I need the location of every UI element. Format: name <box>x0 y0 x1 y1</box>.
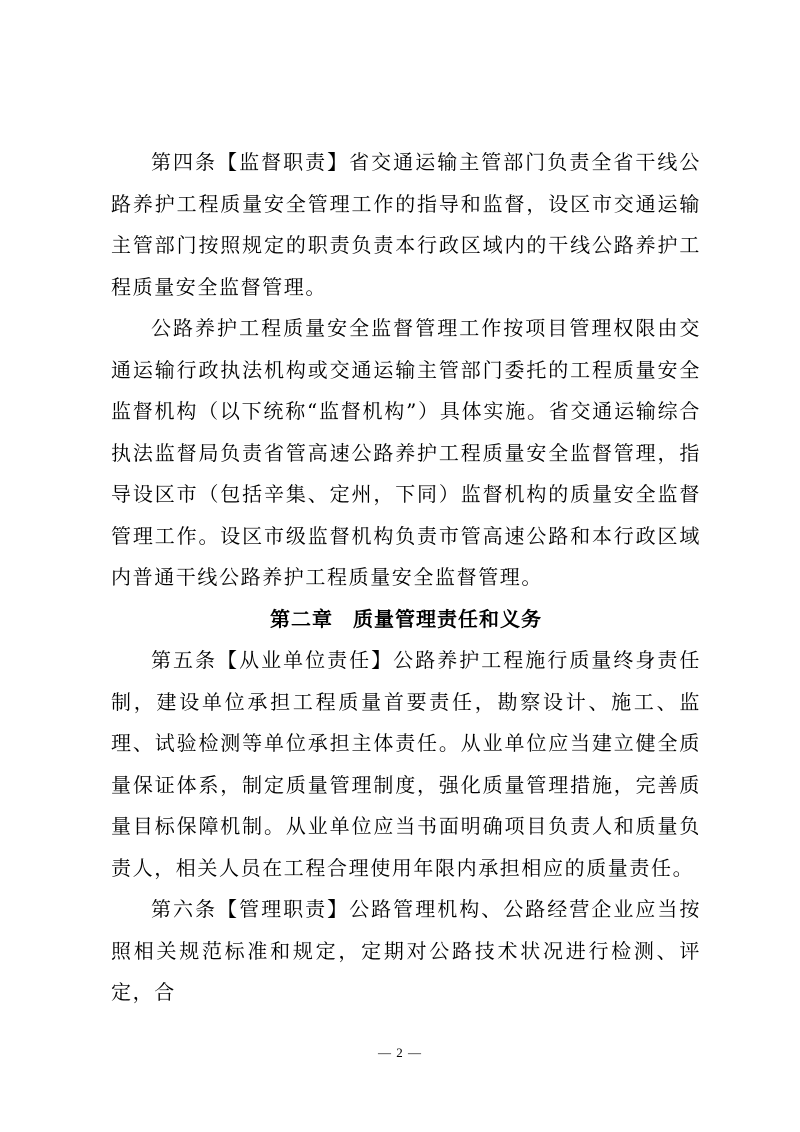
article-5-paragraph: 第五条【从业单位责任】公路养护工程施行质量终身责任制，建设单位承担工程质量首要责任，勘察设计、施工、监理、试验检测等单位承担主体责任。从业单位应当建立健全质量保证体系，制定质量管理制度，强化质量管理措施，完善质量目标保障机制。从业单位应当书面明确项目负责人和质量负责人，相关人员在工程合理使用年限内承担相应的质量责任。 <box>111 648 701 880</box>
page-body <box>111 142 701 1014</box>
article-4-supervision-paragraph: 公路养护工程质量安全监督管理工作按项目管理权限由交通运输行政执法机构或交通运输主管部门委托的工程质量安全监督机构（以下统称“监督机构”）具体实施。省交通运输综合执法监督局负责省管高速公路养护工程质量安全监督管理，指导设区市（包括辛集、定州，下同）监督机构的质量安全监督管理工作。设区市级监督机构负责市管高速公路和本行政区域内普通干线公路养护工程质量安全监督管理。 <box>111 316 701 589</box>
page-number: — 2 — <box>378 1045 422 1060</box>
article-4-paragraph: 第四条【监督职责】省交通运输主管部门负责全省干线公路养护工程质量安全管理工作的指导和监督，设区市交通运输主管部门按照规定的职责负责本行政区域内的干线公路养护工程质量安全监督管理。 <box>111 150 701 299</box>
article-6-paragraph: 第六条【管理职责】公路管理机构、公路经营企业应当按照相关规范标准和规定，定期对公路技术状况进行检测、评定，合 <box>111 897 701 1004</box>
chapter-number: 第二章 <box>270 606 333 631</box>
chapter-heading <box>111 599 701 641</box>
chapter-title: 质量管理责任和义务 <box>353 606 542 631</box>
